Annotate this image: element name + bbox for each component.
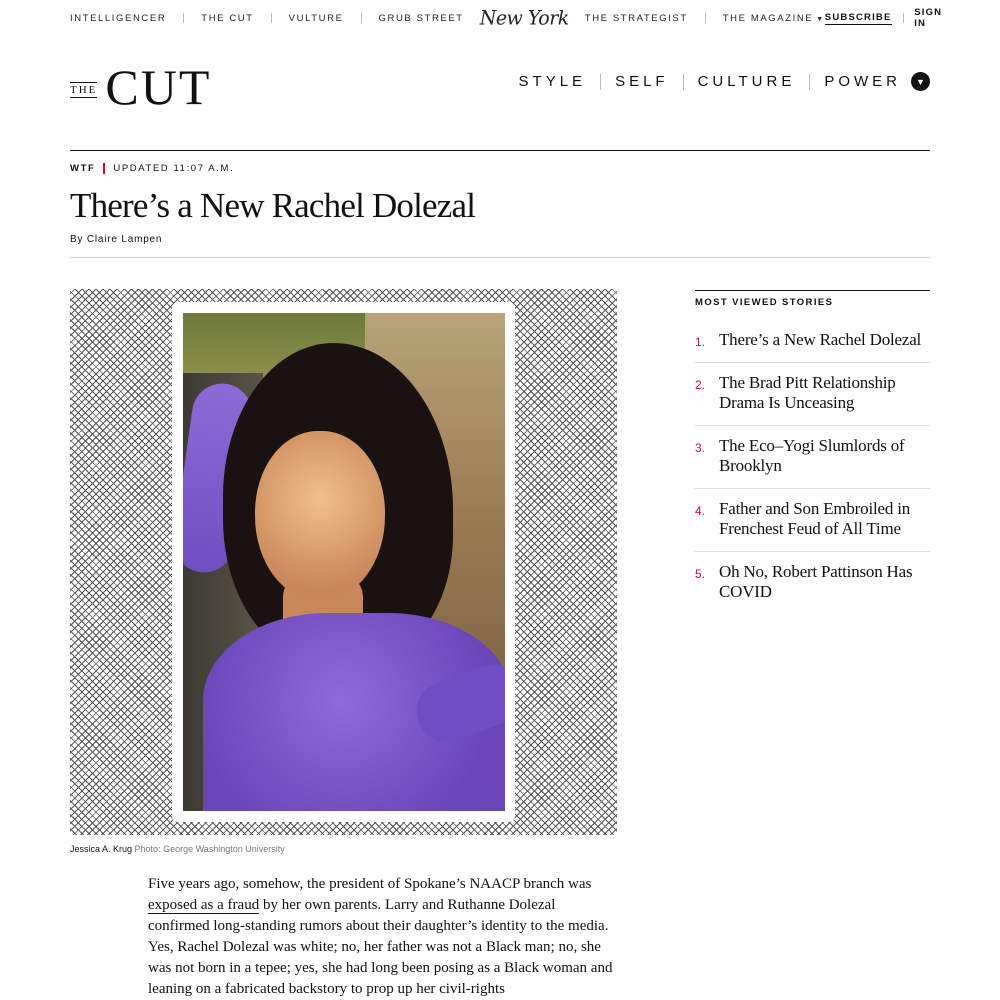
- subscribe-link[interactable]: SUBSCRIBE: [824, 11, 892, 23]
- section-divider: [683, 74, 684, 90]
- kicker-divider: [103, 163, 105, 174]
- chevron-down-circle-icon: ▼: [916, 76, 925, 87]
- logo-the: THE: [70, 84, 98, 96]
- nav-divider: [361, 13, 362, 23]
- most-viewed: [695, 290, 930, 614]
- story-title[interactable]: The Eco–Yogi Slumlords of Brooklyn: [719, 436, 905, 475]
- rubric-link[interactable]: WTF: [70, 163, 96, 174]
- network-nav: [70, 0, 943, 36]
- list-item[interactable]: [695, 426, 930, 489]
- section-divider: [600, 74, 601, 90]
- exposed-as-fraud-link[interactable]: exposed as a fraud: [148, 897, 260, 913]
- photo-face: [255, 431, 385, 601]
- section-divider: [809, 74, 810, 90]
- nav-divider: [271, 13, 272, 23]
- article-headline: There’s a New Rachel Dolezal: [70, 186, 476, 225]
- network-nav-right: [825, 7, 943, 29]
- story-title[interactable]: The Brad Pitt Relationship Drama Is Unceasing: [719, 373, 896, 412]
- body-text: Five years ago, somehow, the president of Spokane’s NAACP branch was: [148, 876, 592, 892]
- nav-divider: [183, 13, 184, 23]
- nav-divider: [705, 13, 706, 23]
- the-cut-logo[interactable]: [70, 59, 212, 115]
- list-item[interactable]: [695, 363, 930, 426]
- section-style[interactable]: STYLE: [518, 73, 587, 90]
- nav-vulture[interactable]: VULTURE: [288, 12, 344, 24]
- photo-frame: [172, 302, 515, 822]
- nav-the-strategist[interactable]: THE STRATEGIST: [584, 12, 688, 24]
- story-number: 1.: [695, 335, 706, 349]
- body-text: by her own parents. Larry and Ruthanne Dolezal confirmed long-standing rumors about their daughter’s identity to the media. Yes, Rachel Dolezal was white; no, her father was not a Black man; no, she was not born in a tepee; yes, she had long been posing as a Black woman and leaning on a fabricated backstory to prop up her civil-rights: [148, 897, 613, 997]
- story-number: 2.: [695, 378, 706, 392]
- story-title[interactable]: Father and Son Embroiled in Frenchest Feud of All Time: [719, 499, 911, 538]
- hero-image: [70, 289, 617, 835]
- logo-cut: CUT: [105, 59, 212, 115]
- network-nav-left: [70, 7, 825, 29]
- nav-intelligencer[interactable]: INTELLIGENCER: [70, 12, 167, 24]
- nav-grub-street[interactable]: GRUB STREET: [378, 12, 464, 24]
- story-title[interactable]: There’s a New Rachel Dolezal: [719, 330, 922, 349]
- most-viewed-rule: [695, 290, 930, 291]
- header-rule: [70, 150, 930, 151]
- section-power[interactable]: POWER: [824, 73, 901, 90]
- nav-the-cut[interactable]: THE CUT: [201, 12, 254, 24]
- caption-name: Jessica A. Krug: [70, 844, 133, 854]
- chevron-down-icon: ▼: [816, 15, 825, 23]
- nav-the-magazine[interactable]: [723, 13, 825, 24]
- portrait-photo: [183, 313, 505, 811]
- list-item[interactable]: [695, 489, 930, 552]
- most-viewed-title: MOST VIEWED STORIES: [695, 297, 834, 308]
- list-item[interactable]: [695, 320, 930, 363]
- updated-timestamp: UPDATED 11:07 A.M.: [113, 163, 235, 174]
- article-body: [148, 874, 618, 1000]
- article-kicker: [70, 163, 234, 174]
- new-york-logo[interactable]: New York: [479, 6, 569, 30]
- story-number: 3.: [695, 441, 706, 455]
- section-self[interactable]: SELF: [615, 73, 669, 90]
- nav-the-magazine-label: THE MAGAZINE: [722, 12, 814, 24]
- section-nav: [519, 72, 930, 91]
- menu-button[interactable]: [911, 72, 930, 91]
- story-number: 4.: [695, 504, 706, 518]
- byline-rule: [70, 257, 930, 258]
- article-byline[interactable]: By Claire Lampen: [70, 234, 163, 245]
- image-caption: [70, 844, 285, 854]
- nav-divider: [903, 13, 904, 23]
- sign-in-link[interactable]: SIGN IN: [914, 7, 943, 29]
- section-culture[interactable]: CULTURE: [697, 73, 796, 90]
- story-title[interactable]: Oh No, Robert Pattinson Has COVID: [719, 562, 913, 601]
- story-number: 5.: [695, 567, 706, 581]
- list-item[interactable]: [695, 552, 930, 614]
- caption-credit: Photo: George Washington University: [134, 844, 285, 854]
